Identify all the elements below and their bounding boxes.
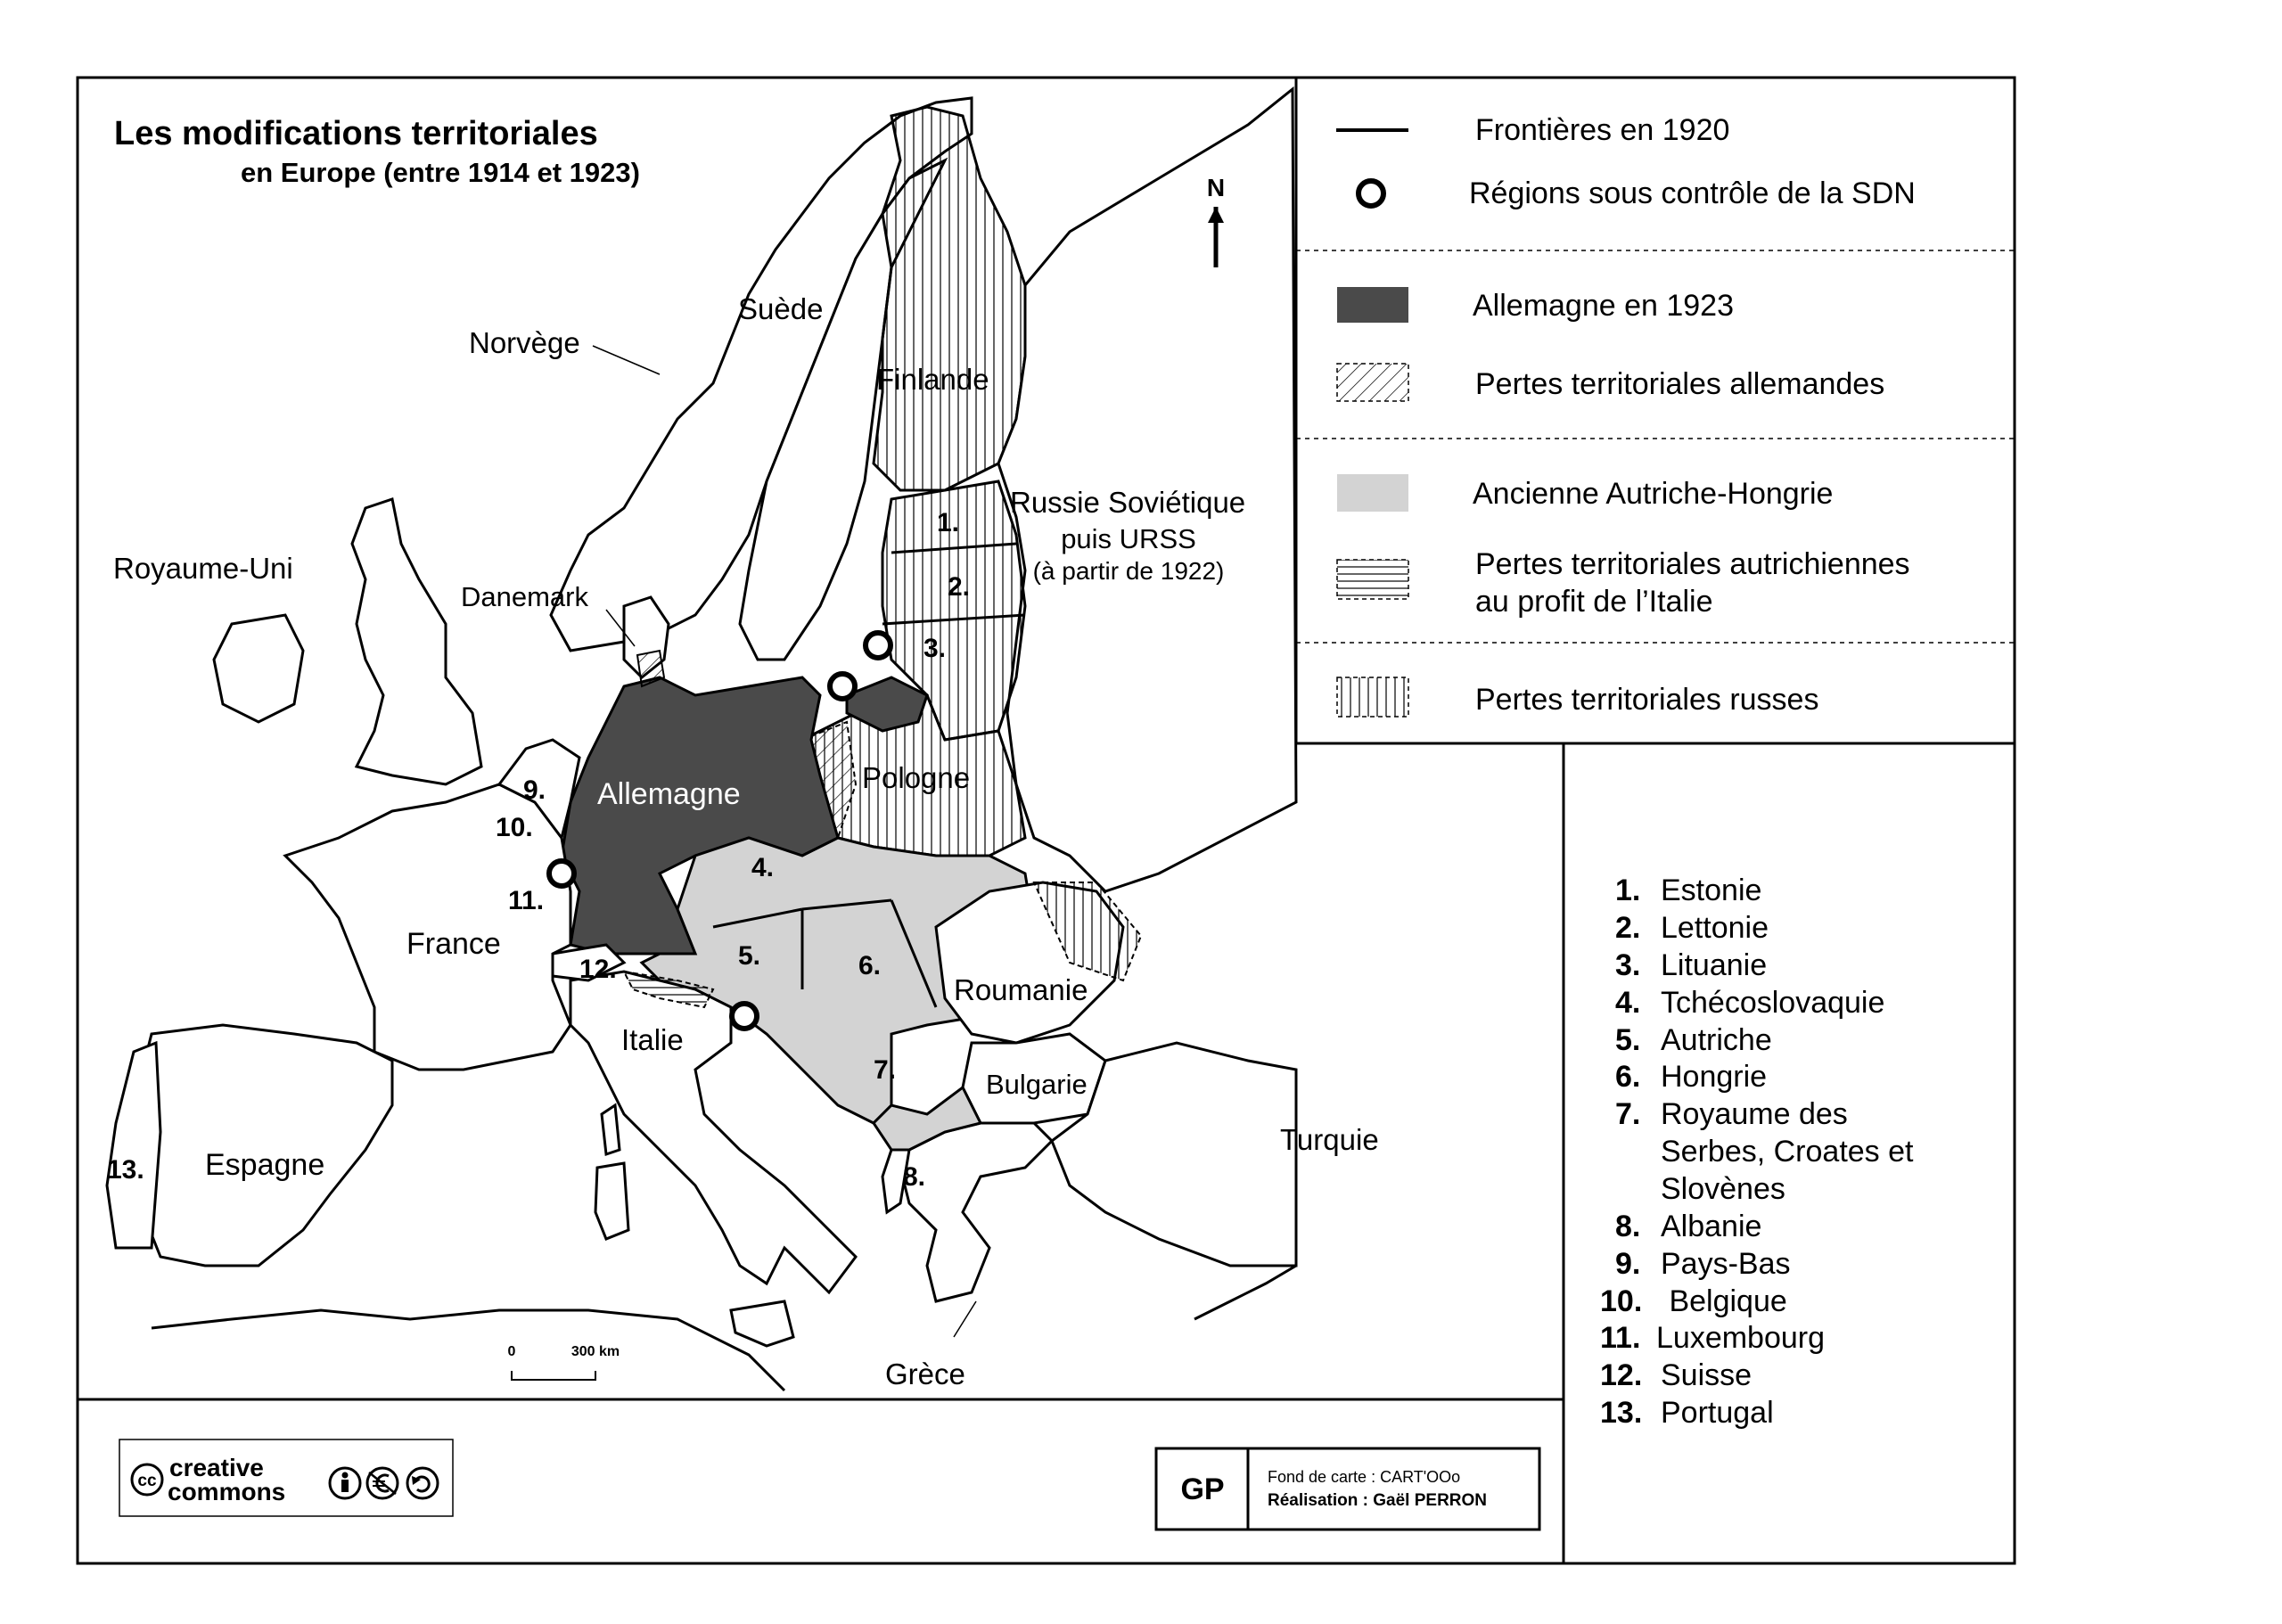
spain-shape [134,1025,392,1266]
map-num-4: 4. [751,853,775,882]
label-russie-3: (à partir de 1922) [1032,557,1225,585]
norway-leader-line [593,346,660,374]
scale-zero: 0 [507,1344,516,1359]
list-name-10: Belgique [1661,1284,1787,1318]
map-area [107,89,1379,1390]
map-num-6: 6. [858,951,882,980]
list-num-7: 7. [1615,1097,1641,1131]
legend-germany-swatch [1337,287,1408,323]
north-africa-coast [152,1310,784,1390]
legend-german-losses-swatch [1337,364,1408,401]
map-num-7: 7. [874,1055,897,1085]
map-num-9: 9. [523,775,546,805]
label-norvege: Norvège [469,326,580,359]
label-grece: Grèce [885,1357,965,1390]
great-britain-shape [352,499,481,784]
list-name-1: Estonie [1661,874,1762,907]
legend-box [1296,78,2015,743]
sdn-circle-danzig [830,674,855,699]
legend-label-germany: Allemagne en 1923 [1473,289,1735,323]
list-num-5: 5. [1615,1023,1641,1057]
list-num-11: 11. [1600,1321,1641,1355]
list-name-6: Hongrie [1661,1060,1768,1094]
map-num-8: 8. [903,1162,926,1192]
legend-label-borders: Frontières en 1920 [1475,113,1730,147]
sdn-circle-memel [866,633,891,658]
map-title-line1: Les modifications territoriales [114,115,598,152]
list-name-7-cont-2: Slovènes [1661,1172,1785,1206]
legend-label-russian-losses: Pertes territoriales russes [1475,683,1819,717]
list-num-2: 2. [1615,911,1641,945]
scale-distance: 300 km [570,1344,620,1359]
label-france: France [406,927,501,961]
legend-sdn-circle-symbol [1359,181,1383,206]
label-allemagne: Allemagne [597,777,741,811]
label-russie-1: Russie Soviétique [1010,486,1246,519]
map-num-13: 13. [107,1155,144,1185]
label-royaume-uni: Royaume-Uni [113,552,293,585]
list-num-3: 3. [1615,948,1641,982]
legend-label-german-losses: Pertes territoriales allemandes [1475,367,1885,401]
map-num-2: 2. [948,572,971,602]
sicily-shape [731,1301,793,1346]
map-title-line2: en Europe (entre 1914 et 1923) [241,157,640,188]
numbered-list [1600,874,1914,1430]
map-num-10: 10. [496,813,533,842]
label-finlande: Finlande [876,363,989,396]
label-roumanie: Roumanie [954,973,1088,1006]
ireland-shape [214,615,303,722]
portugal-shape [107,1043,160,1248]
legend-label-austrian-losses-2: au profit de l’Italie [1475,585,1713,619]
list-num-12: 12. [1600,1358,1643,1392]
label-suede: Suède [738,292,824,325]
label-italie: Italie [621,1023,684,1056]
list-name-2: Lettonie [1661,911,1769,945]
label-espagne: Espagne [205,1148,325,1182]
north-letter: N [1206,174,1226,201]
cc-text-line2: commons [168,1478,286,1505]
list-num-9: 9. [1615,1247,1641,1281]
credits-line1: Fond de carte : CART'OOo [1268,1468,1461,1486]
legend-label-austrian-losses: Pertes territoriales autrichiennes [1475,547,1910,581]
map-num-12: 12. [579,955,617,984]
map-num-3: 3. [923,634,947,663]
cc-badge [119,1439,453,1516]
credits-line2: Réalisation : Gaël PERRON [1268,1491,1488,1510]
sdn-circle-saar [549,861,574,886]
label-bulgarie: Bulgarie [986,1069,1088,1100]
list-name-7: Royaume des [1661,1097,1848,1131]
list-name-8: Albanie [1661,1210,1762,1243]
list-name-7-cont-1: Serbes, Croates et [1661,1135,1914,1169]
list-name-12: Suisse [1661,1358,1753,1392]
list-name-13: Portugal [1661,1396,1774,1430]
cc-text-line1: creative [169,1454,264,1481]
label-danemark: Danemark [461,581,588,612]
legend-austrian-losses-swatch [1337,560,1408,599]
sdn-circle-fiume [732,1004,757,1029]
greece-shape [900,1123,1052,1301]
greece-leader-line [954,1301,976,1337]
label-pologne: Pologne [862,761,971,794]
list-num-4: 4. [1615,986,1641,1020]
legend-austria-hungary-swatch [1337,474,1408,512]
corsica-shape [602,1105,620,1154]
map-num-1: 1. [937,508,960,537]
cc-sa-icon [407,1468,438,1498]
label-russie-2: puis URSS [1061,523,1196,554]
cc-logo-glyph: cc [137,1472,157,1490]
credits-box [1156,1448,1539,1530]
legend-label-sdn: Régions sous contrôle de la SDN [1469,176,1916,210]
legend-russian-losses-swatch [1337,677,1408,717]
list-num-13: 13. [1600,1396,1643,1430]
list-num-10: 10. [1600,1284,1643,1318]
list-name-4: Tchécoslovaquie [1661,986,1885,1020]
map-num-5: 5. [738,941,761,971]
list-name-3: Lituanie [1661,948,1768,982]
list-name-9: Pays-Bas [1661,1247,1791,1281]
map-num-11: 11. [508,886,545,915]
legend-label-austria-hungary: Ancienne Autriche-Hongrie [1473,477,1834,511]
list-num-1: 1. [1615,874,1641,907]
credits-logo: GP [1180,1472,1225,1506]
list-num-8: 8. [1615,1210,1641,1243]
list-name-5: Autriche [1661,1023,1772,1057]
levant-coast [1194,1266,1296,1319]
scale-bar [512,1371,595,1380]
label-turquie: Turquie [1280,1123,1379,1156]
list-num-6: 6. [1615,1060,1641,1094]
list-name-11: Luxembourg [1656,1321,1826,1355]
sardinia-shape [595,1163,628,1239]
